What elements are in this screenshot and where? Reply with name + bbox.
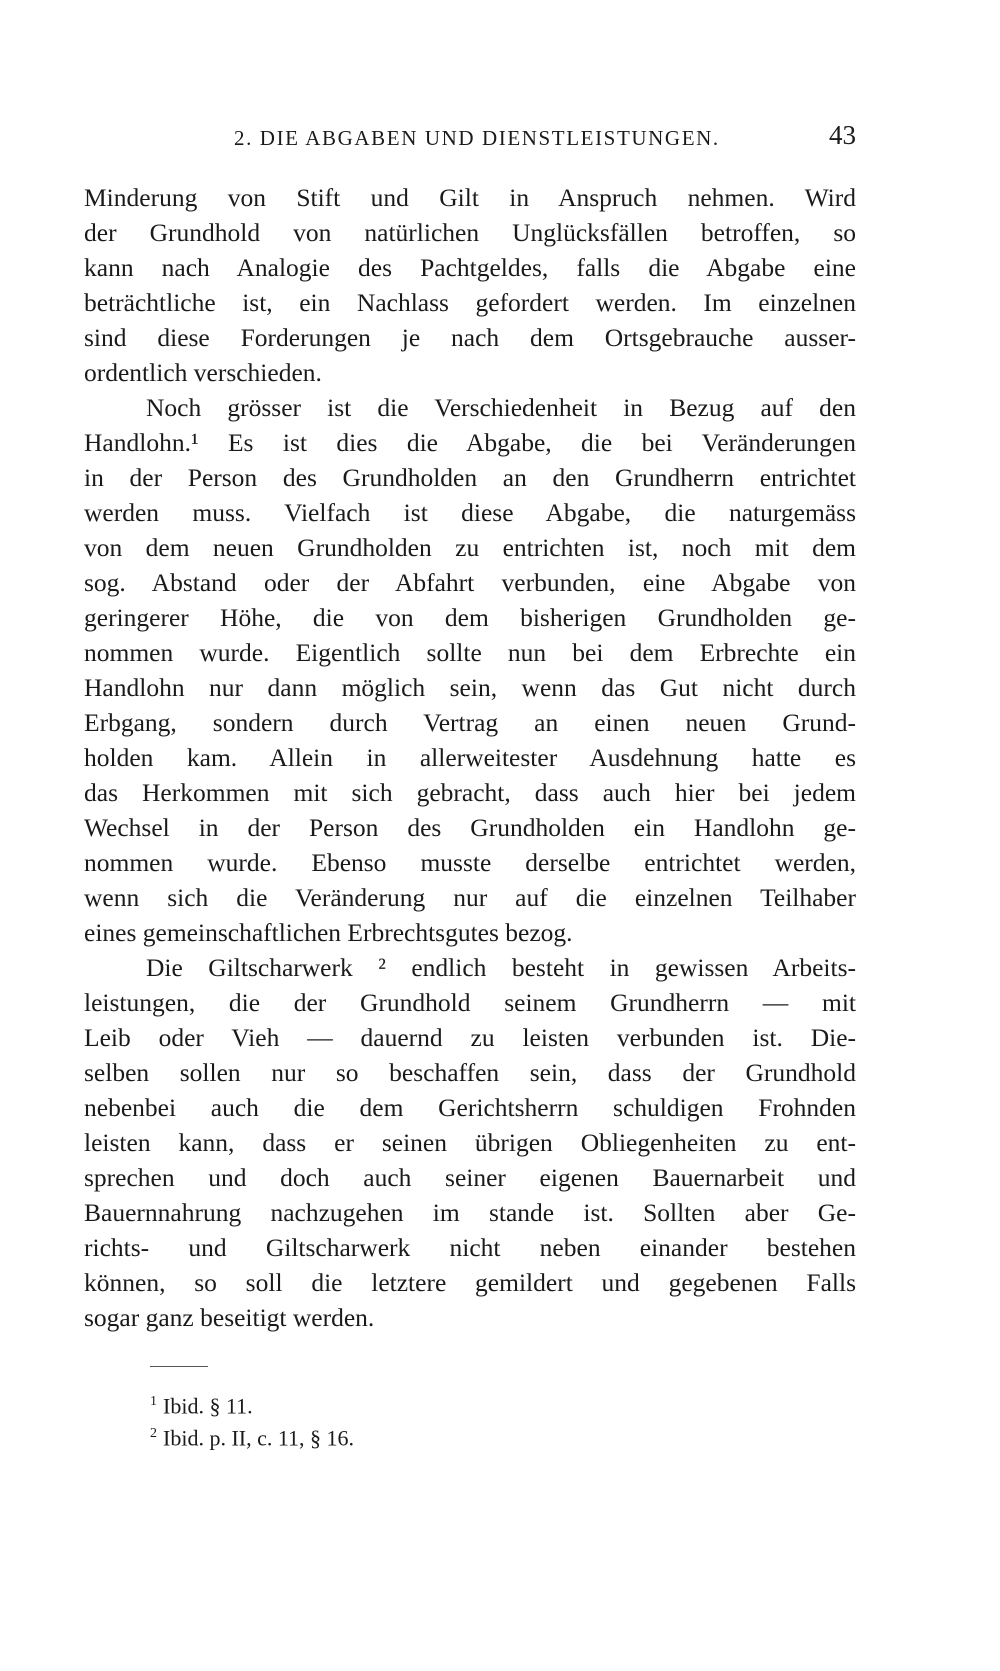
footnote-marker: 2 [150,1426,157,1441]
text-line: sog. Abstand oder der Abfahrt verbunden, eine Abgabe von [84,568,856,597]
paragraph [84,390,856,950]
paragraph [84,950,856,1335]
text-line: holden kam. Allein in allerweitester Ausdehnung hatte es [84,743,856,772]
text-line: Erbgang, sondern durch Vertrag an einen neuen Grund- [84,708,856,737]
footnote [150,1386,750,1418]
text-line: wenn sich die Veränderung nur auf die einzelnen Teilhaber [84,883,856,912]
text-line: der Grundhold von natürlichen Unglücksfällen betroffen, so [84,218,856,247]
text-line: werden muss. Vielfach ist diese Abgabe, die naturgemäss [84,498,856,527]
running-title: 2. DIE ABGABEN UND DIENSTLEISTUNGEN. [234,126,720,150]
footnote-divider [150,1366,208,1367]
text-line: geringerer Höhe, die von dem bisherigen Grundholden ge- [84,603,856,632]
text-line: Die Giltscharwerk ² endlich besteht in gewissen Arbeits- [146,953,856,982]
text-line: kann nach Analogie des Pachtgeldes, falls die Abgabe eine [84,253,856,282]
text-line: sprechen und doch auch seiner eigenen Bauernarbeit und [84,1163,856,1192]
text-line: Minderung von Stift und Gilt in Anspruch nehmen. Wird [84,183,856,212]
running-head [84,118,856,158]
text-line: leisten kann, dass er seinen übrigen Obliegenheiten zu ent- [84,1128,856,1157]
text-line: in der Person des Grundholden an den Grundherrn entrichtet [84,463,856,492]
text-line: das Herkommen mit sich gebracht, dass auch hier bei jedem [84,778,856,807]
footnote-text: Ibid. p. II, c. 11, § 16. [163,1425,355,1451]
text-line: Leib oder Vieh — dauernd zu leisten verbunden ist. Die- [84,1023,856,1052]
text-line: Handlohn nur dann möglich sein, wenn das Gut nicht durch [84,673,856,702]
footnote [150,1418,750,1450]
text-line: selben sollen nur so beschaffen sein, dass der Grundhold [84,1058,856,1087]
footnote-marker: 1 [150,1394,157,1409]
footnotes [150,1386,750,1450]
paragraph [84,180,856,390]
text-line: Bauernnahrung nachzugehen im stande ist. Sollten aber Ge- [84,1198,856,1227]
text-line: nebenbei auch die dem Gerichtsherrn schuldigen Frohnden [84,1093,856,1122]
text-line: sind diese Forderungen je nach dem Ortsgebrauche ausser- [84,323,856,352]
footnote-text: Ibid. § 11. [163,1393,253,1419]
text-line: Noch grösser ist die Verschiedenheit in Bezug auf den [146,393,856,422]
text-line: leistungen, die der Grundhold seinem Grundherrn — mit [84,988,856,1017]
body-text [84,180,856,1335]
page-number: 43 [829,120,856,150]
text-line: nommen wurde. Ebenso musste derselbe entrichtet werden, [84,848,856,877]
text-line: eines gemeinschaftlichen Erbrechtsgutes bezog. [84,918,573,947]
text-line: können, so soll die letztere gemildert und gegebenen Falls [84,1268,856,1297]
text-line: richts- und Giltscharwerk nicht neben einander bestehen [84,1233,856,1262]
text-line: von dem neuen Grundholden zu entrichten ist, noch mit dem [84,533,856,562]
text-line: Wechsel in der Person des Grundholden ein Handlohn ge- [84,813,856,842]
text-line: Handlohn.¹ Es ist dies die Abgabe, die bei Veränderungen [84,428,856,457]
text-line: ordentlich verschieden. [84,358,322,387]
text-line: nommen wurde. Eigentlich sollte nun bei dem Erbrechte ein [84,638,856,667]
text-line: sogar ganz beseitigt werden. [84,1303,375,1332]
text-line: beträchtliche ist, ein Nachlass gefordert werden. Im einzelnen [84,288,856,317]
